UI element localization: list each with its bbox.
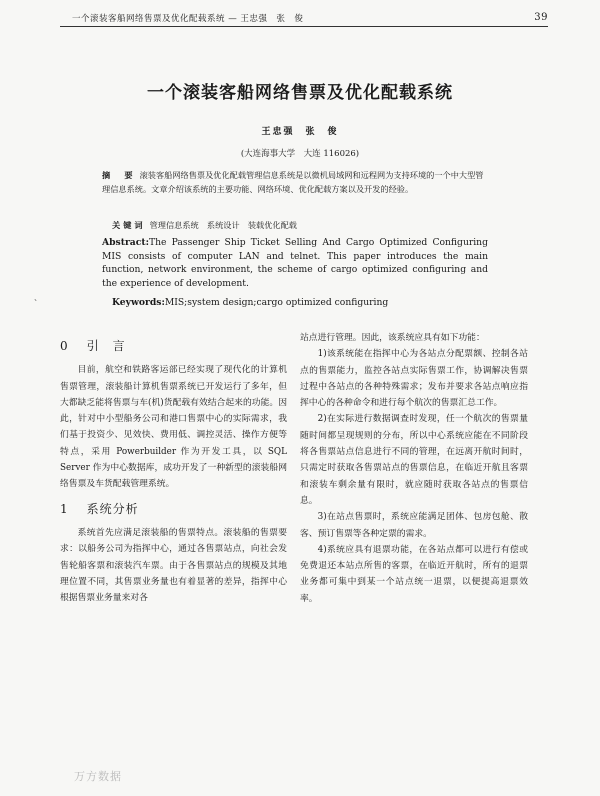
left-column <box>60 330 287 606</box>
section-analysis-title: 系统分析 <box>86 501 139 516</box>
keywords-en-label: Keywords: <box>112 297 165 308</box>
margin-mark: 、 <box>34 293 42 302</box>
right-column-lead: 站点进行管理。因此，该系统应具有如下功能： <box>300 333 485 343</box>
section-intro-number: 0 <box>60 339 69 353</box>
keywords-cn-text: 管理信息系统 系统设计 装载优化配载 <box>149 220 297 230</box>
page-number: 39 <box>534 12 548 23</box>
section-intro-title: 引 言 <box>86 339 126 353</box>
keywords-cn <box>112 220 492 231</box>
function-item-1: 1)该系统能在指挥中心为各站点分配票额、控制各站点的售票能力，监控各站点实际售票工作，协调解决售票过程中各站点的各种特殊需求；发布并要求各站点响应指挥中心的各种命令和进行每个航次的售票汇总工作。 <box>300 349 528 409</box>
watermark: 万方数据 <box>74 770 122 783</box>
abstract-en-text: The Passenger Ship Ticket Selling And Cargo Optimized Configuring MIS consists of computer LAN and telnet. This paper introduces the main function, network environment, the scheme of cargo optimized configuring and the experience of development. <box>102 237 488 289</box>
section-intro-paragraph: 目前，航空和铁路客运部已经实现了现代化的计算机售票管理，滚装船计算机售票系统已开发运行了多年，但大都缺乏能将售票与车(机)货配载有效结合起来的功能。因此，针对中小型船务公司和港口售票中心的实际需求，我们基于投资少、见效快、费用低、调控灵活、操作方便等特点，采用 Powerbuilder 作为开发工具，以 SQL Server 作为中心数据库，成功开发了一种新型的滚装船网络售票及车货配载管理系统。 <box>60 365 287 490</box>
affiliation: (大连海事大学 大连 116026) <box>240 149 360 159</box>
section-analysis-heading <box>60 501 287 517</box>
keywords-en <box>112 297 492 308</box>
header-rule <box>60 26 548 27</box>
running-header-text: 一个滚装客船网络售票及优化配载系统 — 王忠强 张 俊 <box>72 14 304 24</box>
abstract-en <box>102 236 488 290</box>
keywords-en-text: MIS;system design;cargo optimized configuring <box>164 297 389 308</box>
abstract-cn-label: 摘 要 <box>102 170 136 180</box>
right-column <box>300 330 528 607</box>
abstract-cn-text: 滚装客船网络售票及优化配载管理信息系统是以微机局域网和远程网为支持环境的一个中大型管理信息系统。文章介绍该系统的主要功能、网络环境、优化配载方案以及开发的经验。 <box>102 170 484 194</box>
function-item-4: 4)系统应具有退票功能，在各站点都可以进行有偿或免费退还本站点所售的客票，在临近开航时，所有的退票业务都可集中到某一个站点统一退票，以便提高退票效率。 <box>300 544 528 604</box>
function-item-2: 2)在实际进行数据调查时发现，任一个航次的售票量随时间都呈现规则的分布，所以中心系统应能在不同阶段将各售票站点信息进行不同的管理，在远离开航时间时，只需定时获取各售票站点的售票信息，在临近开航且客票和滚装车剩余量有限时，就应随时获取各站点的售票信息。 <box>300 414 528 506</box>
authors: 王忠强 张 俊 <box>261 127 339 137</box>
keywords-cn-label: 关键词 <box>112 220 146 230</box>
section-analysis-number: 1 <box>60 501 69 516</box>
paper-title: 一个滚装客船网络售票及优化配载系统 <box>147 83 453 103</box>
function-item-3: 3)在站点售票时，系统应能满足团体、包房包舱、散客、预订售票等各种定票的需求。 <box>300 512 528 539</box>
section-intro-heading <box>60 338 287 354</box>
section-analysis-paragraph: 系统首先应满足滚装船的售票特点。滚装船的售票要求：以船务公司为指挥中心，通过各售票站点，向社会发售轮船客票和滚装汽车票。由于各售票站点的规模及其地理位置不同，其售票业务量也有着显著的差异，指挥中心根据售票业务量来对各 <box>60 527 287 604</box>
abstract-en-label: Abstract: <box>102 237 149 248</box>
abstract-cn <box>102 168 488 196</box>
